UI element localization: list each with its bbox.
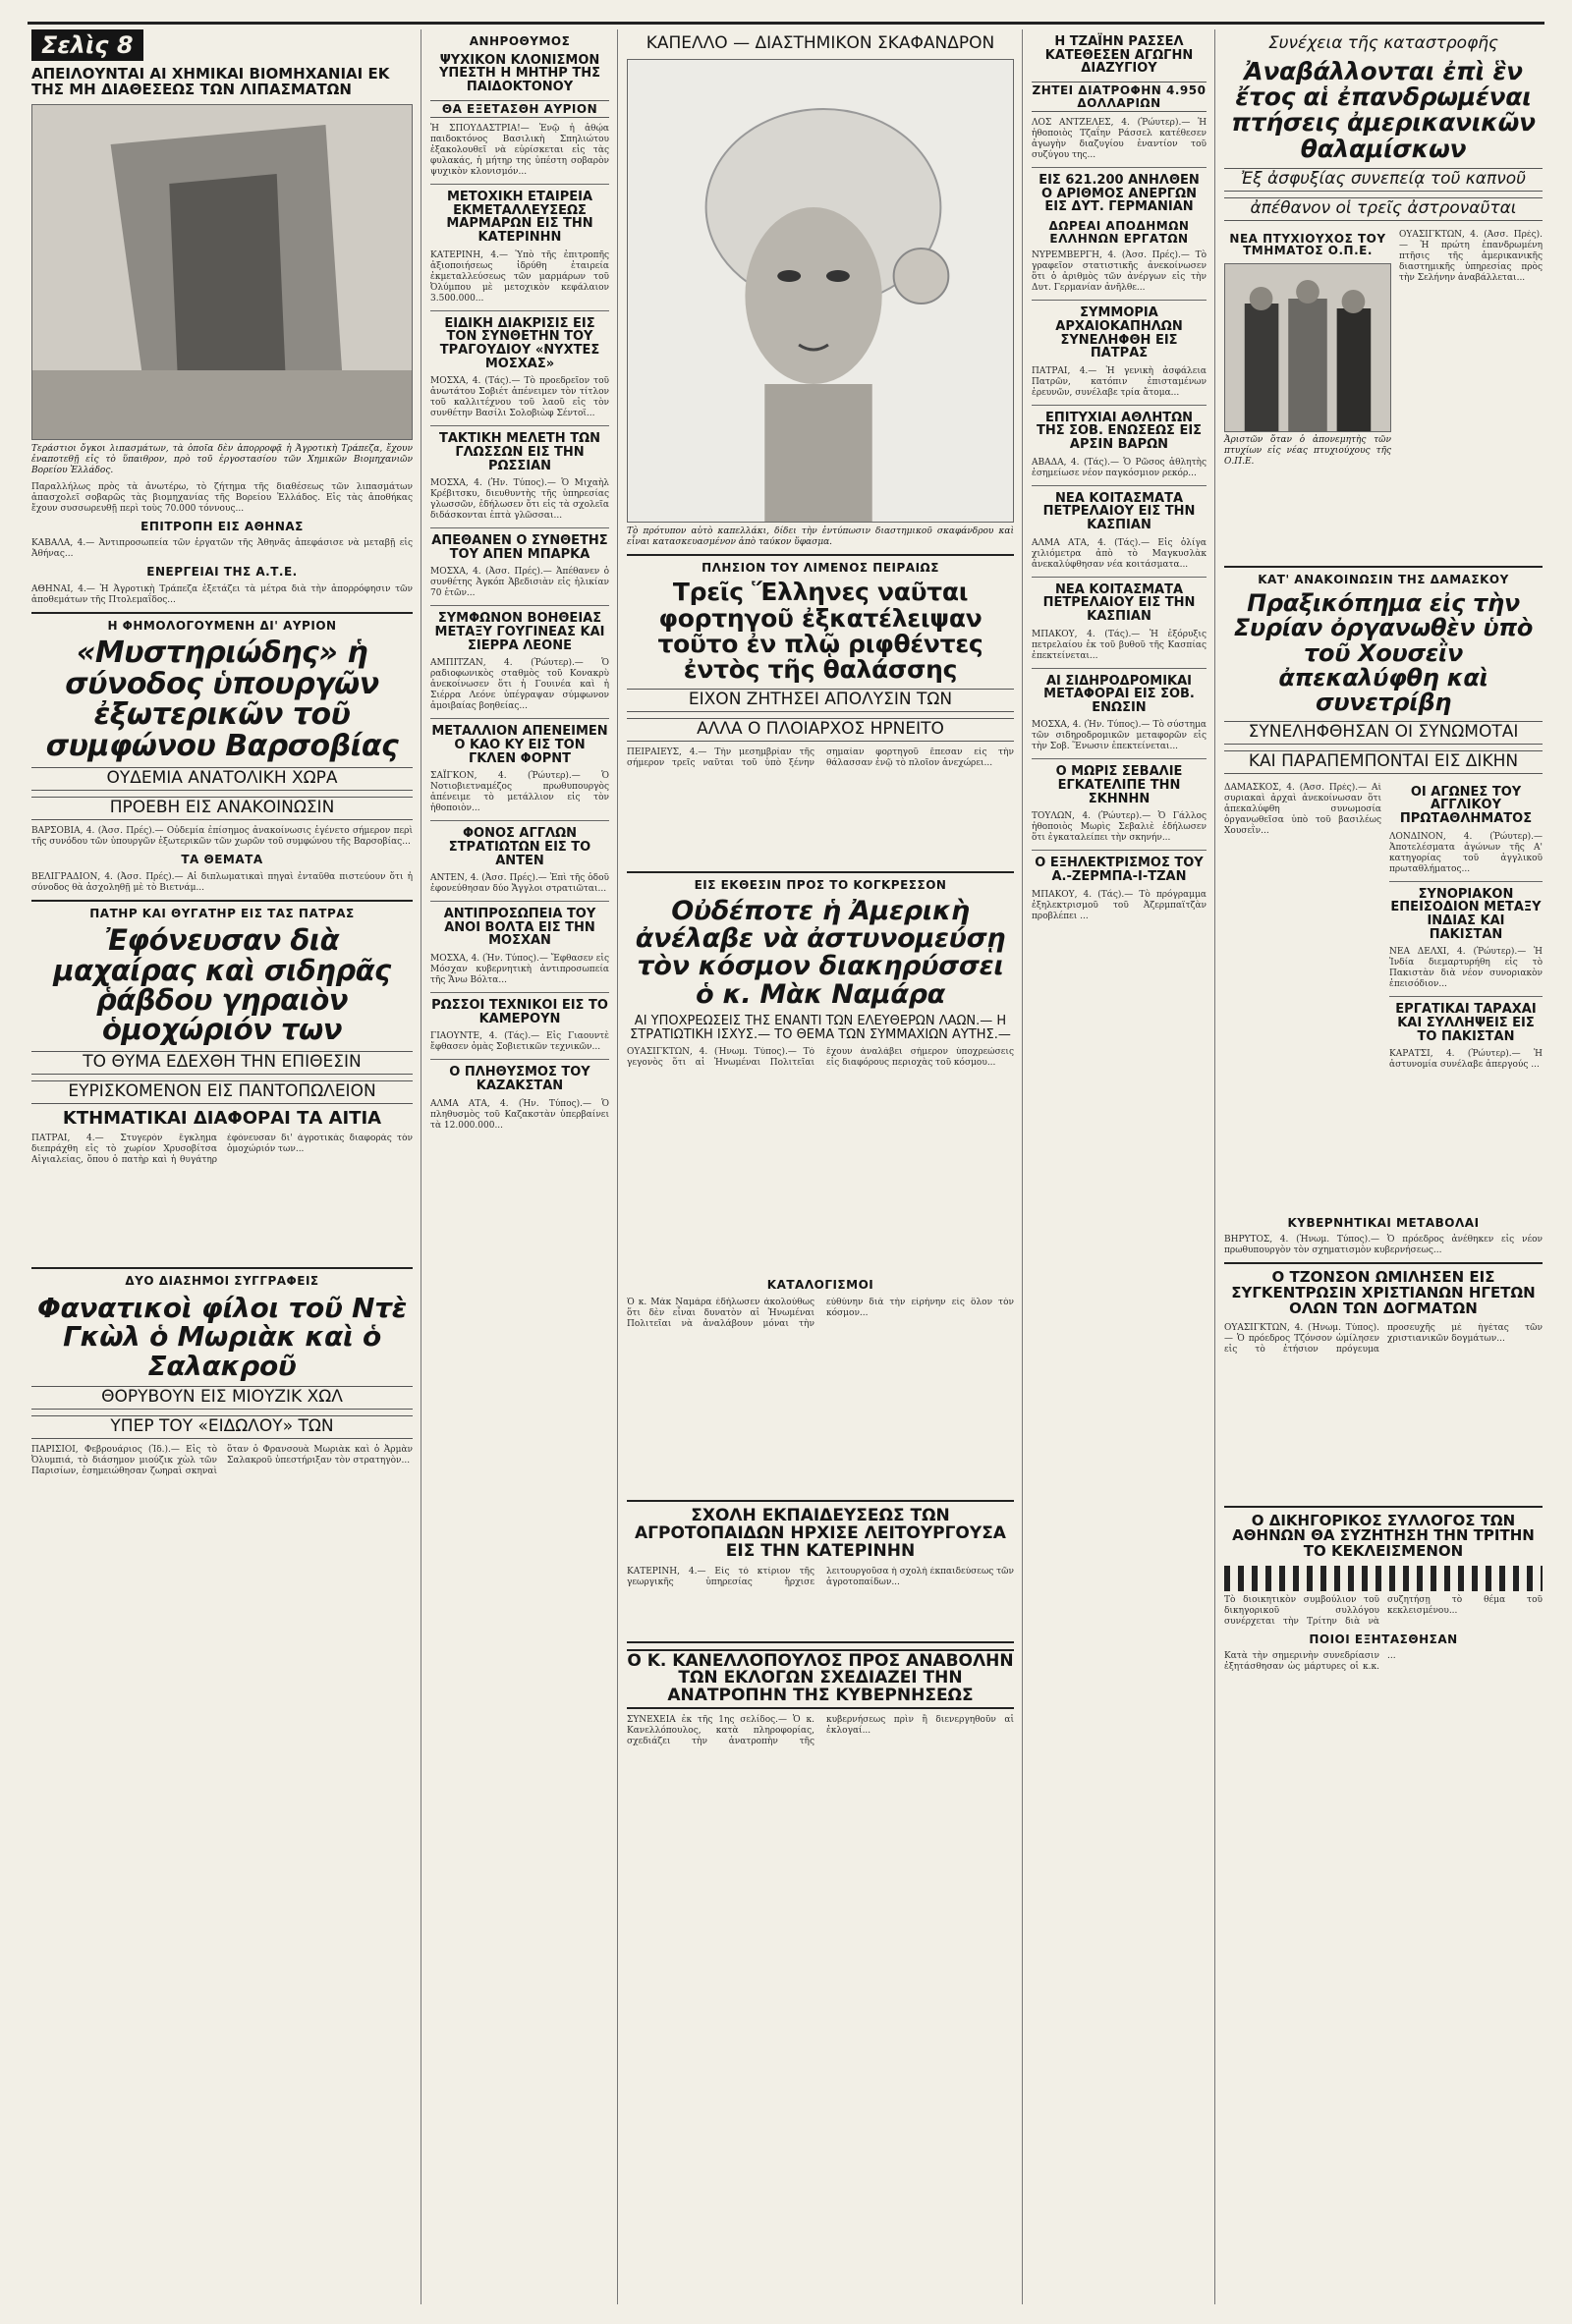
- subhead: ΚΥΒΕΡΝΗΤΙΚΑΙ ΜΕΤΑΒΟΛΑΙ: [1287, 1215, 1480, 1230]
- photo-space-helmet-hat: [627, 59, 1014, 523]
- headline: ΝΕΑ ΚΟΙΤΑΣΜΑΤΑ ΠΕΤΡΕΛΑΙΟΥ ΕΙΣ ΤΗΝ ΚΑΣΠΙΑΝ: [1042, 490, 1196, 532]
- column-5: [1026, 29, 1212, 2304]
- top-rule: [28, 22, 1544, 25]
- subheadline: ΖΗΤΕΙ ΔΙΑΤΡΟΦΗΝ 4.950 ΔΟΛΛΑΡΙΩΝ: [1032, 82, 1207, 112]
- headline: ΜΕΤΟΧΙΚΗ ΕΤΑΙΡΕΙΑ ΕΚΜΕΤΑΛΛΕΥΣΕΩΣ ΜΑΡΜΑΡΩΝ ΕΙΣ ΤΗΝ ΚΑΤΕΡΙΝΗΝ: [446, 190, 593, 246]
- headline: Ο ΜΩΡΙΣ ΣΕΒΑΛΙΕ ΕΓΚΑΤΕΛΙΠΕ ΤΗΝ ΣΚΗΝΗΝ: [1055, 764, 1183, 806]
- article-text: ΚΑΤΕΡΙΝΗ, 4.— Ὑπὸ τῆς ἐπιτροπῆς ἀξιοποιήσεως ἱδρύθη ἑταιρεία ἐκμεταλλεύσεως τῶν μαρμάρων τοῦ Ὀλύμπου μὲ μετοχικὸν κεφάλαιον 3.500.000...: [430, 249, 609, 304]
- article-text: ΒΑΡΣΟΒΙΑ, 4. (Ἀσσ. Πρές).— Οὐδεμία ἐπίσημος ἀνακοίνωσις ἐγένετο σήμερον περὶ τῆς συνόδου τῶν ὑπουργῶν ἐξωτερικῶν τῶν χωρῶν τοῦ συμφώνου τῆς Βαρσοβίας...: [31, 825, 413, 847]
- headline: ΦΟΝΟΣ ΑΓΓΛΩΝ ΣΤΡΑΤΙΩΤΩΝ ΕΙΣ ΤΟ ΑΝΤΕΝ: [448, 826, 591, 868]
- photo-caption: Ἀριστῶν ὅταν ὁ ἀπονεμητὴς τῶν πτυχίων εἰς νέας πτυχιούχους τῆς Ο.Π.Ε.: [1224, 434, 1391, 467]
- headline-de-gaulle-fans: Φανατικοὶ φίλοι τοῦ Ντὲ Γκὼλ ὁ Μωριὰκ καὶ ὁ Σαλακροῦ: [36, 1292, 408, 1382]
- headline: ΑΝΤΙΠΡΟΣΩΠΕΙΑ ΤΟΥ ΑΝΟΙ ΒΟΛΤΑ ΕΙΣ ΤΗΝ ΜΟΣΧΑΝ: [443, 907, 596, 949]
- subheadline: ΣΥΝΕΛΗΦΘΗΣΑΝ ΟΙ ΣΥΝΩΜΟΤΑΙ: [1224, 721, 1543, 745]
- headline: ΕΠΙΤΥΧΙΑΙ ΑΘΛΗΤΩΝ ΤΗΣ ΣΟΒ. ΕΝΩΣΕΩΣ ΕΙΣ ΑΡΣΙΝ ΒΑΡΩΝ: [1036, 410, 1203, 453]
- subheadline: ΚΤΗΜΑΤΙΚΑΙ ΔΙΑΦΟΡΑΙ ΤΑ ΑΙΤΙΑ: [62, 1107, 382, 1129]
- article-text: ΜΟΣΧΑ, 4. (Ἀσσ. Πρές).— Ἀπέθανεν ὁ συνθέτης Ἀγκόπ Ἀβεδισιὰν εἰς ἡλικίαν 70 ἐτῶν...: [430, 567, 609, 599]
- headline: ΟΙ ΑΓΩΝΕΣ ΤΟΥ ΑΓΓΛΙΚΟΥ ΠΡΩΤΑΘΛΗΜΑΤΟΣ: [1399, 784, 1533, 827]
- subheadline: ΤΟ ΘΥΜΑ ΕΔΕΧΘΗ ΤΗΝ ΕΠΙΘΕΣΙΝ: [31, 1051, 413, 1075]
- article-text: ΑΒΑΔΑ, 4. (Τάς).— Ὁ Ρῶσος ἀθλητὴς ἐσημείωσε νέον παγκόσμιον ρεκόρ...: [1032, 457, 1207, 478]
- subheadline: ἀπέθανον οἱ τρεῖς ἀστροναῦται: [1224, 197, 1543, 221]
- article-text: ΠΑΤΡΑΙ, 4.— Στυγερὸν ἔγκλημα διεπράχθη εἰς τὸ χωρίον Χρυσοβίτσα Αἰγιαλείας, ὅπου ὁ πατὴρ καὶ ἡ θυγάτηρ ἐφόνευσαν δι' ἀγροτικὰς διαφορὰς τὸν ὁμοχώριόν των...: [31, 1134, 413, 1166]
- article-text: ΟΥΑΣΙΓΚΤΩΝ, 4. (Ἡνωμ. Τύπος).— Ὁ πρόεδρος Τζόνσον ὡμίλησεν εἰς τὸ ἐτήσιον πρόγευμα προσευχῆς μὲ ἡγέτας τῶν χριστιανικῶν δογμάτων...: [1224, 1322, 1543, 1355]
- page-number-masthead: Σελὶς 8: [31, 29, 143, 61]
- article-text: ΔΑΜΑΣΚΟΣ, 4. (Ἀσσ. Πρές).— Αἱ συριακαὶ ἀρχαὶ ἀνεκοίνωσαν ὅτι ἀπεκαλύφθη συνωμοσία ὀργανωθεῖσα ὑπὸ τοῦ βασιλέως Χουσεῒν...: [1224, 782, 1381, 836]
- photo-illustration: [1225, 264, 1390, 431]
- article-text: ΜΟΣΧΑ, 4. (Ἡν. Τύπος).— Τὸ σύστημα τῶν σιδηροδρομικῶν μεταφορῶν εἰς τὴν Σοβ. Ἕνωσιν ἐπεκτείνεται...: [1032, 720, 1207, 752]
- kicker: ΔΥΟ ΔΙΑΣΗΜΟΙ ΣΥΓΓΡΑΦΕΙΣ: [125, 1274, 319, 1289]
- headline: ΤΑΚΤΙΚΗ ΜΕΛΕΤΗ ΤΩΝ ΓΛΩΣΣΩΝ ΕΙΣ ΤΗΝ ΡΩΣΣΙΑΝ: [438, 431, 601, 473]
- article-text: ΑΛΜΑ ΑΤΑ, 4. (Ἡν. Τύπος).— Ὁ πληθυσμὸς τοῦ Καζακστὰν ὑπερβαίνει τὰ 12.000.000...: [430, 1098, 609, 1131]
- subheadline: ΑΙ ΥΠΟΧΡΕΩΣΕΙΣ ΤΗΣ ΕΝΑΝΤΙ ΤΩΝ ΕΛΕΥΘΕΡΩΝ ΛΑΩΝ.— Η ΣΤΡΑΤΙΩΤΙΚΗ ΙΣΧΥΣ.— ΤΟ ΘΕΜΑ ΤΩΝ ΣΥΜΜΑΧΙΩΝ ΑΥΤΗΣ.—: [630, 1014, 1011, 1042]
- headline: ΣΥΝΟΡΙΑΚΟΝ ΕΠΕΙΣΟΔΙΟΝ ΜΕΤΑΞΥ ΙΝΔΙΑΣ ΚΑΙ ΠΑΚΙΣΤΑΝ: [1390, 886, 1542, 942]
- article-text: ΚΑΒΑΛΑ, 4.— Ἀντιπροσωπεία τῶν ἐργατῶν τῆς Ἀθηνᾶς ἀπεφάσισε νὰ μεταβῇ εἰς Ἀθήνας...: [31, 538, 413, 560]
- kicker: ΠΛΗΣΙΟΝ ΤΟΥ ΛΙΜΕΝΟΣ ΠΕΙΡΑΙΩΣ: [702, 560, 939, 575]
- headline-agricultural-school: ΣΧΟΛΗ ΕΚΠΑΙΔΕΥΣΕΩΣ ΤΩΝ ΑΓΡΟΤΟΠΑΙΔΩΝ ΗΡΧΙΣΕ ΛΕΙΤΟΥΡΓΟΥΣΑ ΕΙΣ ΤΗΝ ΚΑΤΕΡΙΝΗΝ: [635, 1505, 1006, 1561]
- article-text: ΑΜΠΙΤΖΑΝ, 4. (Ῥώυτερ).— Ὁ ραδιοφωνικὸς σταθμὸς τοῦ Κονακρὺ ἀνεκοίνωσεν ὅτι ἡ Γουινέα καὶ ἡ Σιέρρα Λεόνε ὑπέγραψαν σύμφωνον ἀμοιβαίας βοηθείας...: [430, 658, 609, 712]
- kicker: ΕΙΣ ΕΚΘΕΣΙΝ ΠΡΟΣ ΤΟ ΚΟΓΚΡΕΣΣΟΝ: [694, 878, 947, 893]
- headline-patras-murder: Ἐφόνευσαν διὰ μαχαίρας καὶ σιδηρᾶς ῥάβδου γηραιὸν ὁμοχώριόν των: [53, 923, 391, 1047]
- kicker: Η ΦΗΜΟΛΟΓΟΥΜΕΝΗ ΔΙ' ΑΥΡΙΟΝ: [107, 618, 337, 633]
- headline-chemical-industries: ΑΠΕΙΛΟΥΝΤΑΙ ΑΙ ΧΗΜΙΚΑΙ ΒΙΟΜΗΧΑΝΙΑΙ ΕΚ ΤΗΣ ΜΗ ΔΙΑΘΕΣΕΩΣ ΤΩΝ ΛΙΠΑΣΜΑΤΩΝ: [31, 65, 390, 98]
- subheadline: ΚΑΙ ΠΑΡΑΠΕΜΠΟΝΤΑΙ ΕΙΣ ΔΙΚΗΝ: [1224, 750, 1543, 774]
- headline-mcnamara: Οὐδέποτε ἡ Ἀμερικὴ ἀνέλαβε νὰ ἀστυνομεύσῃ τὸν κόσμον διακηρύσσει ὁ κ. Μὰκ Ναμάρα: [635, 895, 1006, 1010]
- headline: Ο ΠΛΗΘΥΣΜΟΣ ΤΟΥ ΚΑΖΑΚΣΤΑΝ: [449, 1065, 590, 1094]
- article-text: ΒΕΛΙΓΡΑΔΙΟΝ, 4. (Ἀσσ. Πρές).— Αἱ διπλωματικαὶ πηγαὶ ἐνταῦθα πιστεύουν ὅτι ἡ σύνοδος θὰ ἀσχοληθῇ μὲ τὸ Βιετνάμ...: [31, 871, 413, 893]
- photo-caption: Τὸ πρότυπον αὐτὸ καπελλάκι, δίδει τὴν ἐντύπωσιν διαστημικοῦ σκαφάνδρου καὶ εἶναι κατασκευασμένον ἀπὸ ταύκον ὕφασμα.: [627, 526, 1014, 547]
- headline: ΑΙ ΣΙΔΗΡΟΔΡΟΜΙΚΑΙ ΜΕΤΑΦΟΡΑΙ ΕΙΣ ΣΟΒ. ΕΝΩΣΙΝ: [1043, 673, 1195, 715]
- headline: Ο ΕΞΗΛΕΚΤΡΙΣΜΟΣ ΤΟΥ Α.-ΖΕΡΜΠΑ-Ι-ΤΖΑΝ: [1035, 856, 1204, 885]
- article-text: Ὁ κ. Μὰκ Ναμάρα ἐδήλωσεν ἀκολούθως ὅτι δὲν εἶναι δυνατὸν αἱ Ἡνωμέναι Πολιτεῖαι νὰ ἀναλάβουν μόναι τὴν εὐθύνην διὰ τὴν εἰρήνην εἰς ὅλον τὸν κόσμον...: [627, 1297, 1014, 1329]
- kicker: ΚΑΤ' ΑΝΑΚΟΙΝΩΣΙΝ ΤΗΣ ΔΑΜΑΣΚΟΥ: [1258, 572, 1509, 586]
- photo-graduates: [1224, 263, 1391, 432]
- article-text: ΣΥΝΕΧΕΙΑ ἐκ τῆς 1ης σελίδος.— Ὁ κ. Κανελλόπουλος, κατὰ πληροφορίας, σχεδιάζει τὴν ἀνατροπὴν τῆς κυβερνήσεως πρὶν ἢ διενεργηθοῦν αἱ ἐκλογαί...: [627, 1715, 1014, 1747]
- headline-jane-russell: Η ΤΖΑΪΗΝ ΡΑΣΣΕΛ ΚΑΤΕΘΕΣΕΝ ΑΓΩΓΗΝ ΔΙΑΖΥΓΙΟΥ: [1044, 34, 1194, 77]
- headline: ΣΥΜΜΟΡΙΑ ΑΡΧΑΙΟΚΑΠΗΛΩΝ ΣΥΝΕΛΗΦΘΗ ΕΙΣ ΠΑΤΡΑΣ: [1055, 305, 1183, 361]
- photo-illustration: [628, 60, 1013, 522]
- column-1: [26, 29, 419, 2304]
- headline: ΕΙΣ 621.200 ΑΝΗΛΘΕΝ Ο ΑΡΙΘΜΟΣ ΑΝΕΡΓΩΝ ΕΙΣ ΔΥΤ. ΓΕΡΜΑΝΙΑΝ: [1039, 173, 1200, 215]
- subheadline: ΘΟΡΥΒΟΥΝ ΕΙΣ ΜΙΟΥΖΙΚ ΧΩΛ: [31, 1386, 413, 1410]
- article-text: ΜΠΑΚΟΥ, 4. (Τάς).— Τὸ πρόγραμμα ἐξηλεκτρισμοῦ τοῦ Ἀζερμπαϊτζὰν προβλέπει ...: [1032, 889, 1207, 921]
- article-text: Παραλλήλως πρὸς τὰ ἀνωτέρω, τὸ ζήτημα τῆς διαθέσεως τῶν λιπασμάτων ἀπασχολεῖ σοβαρῶς τὰς βιομηχανίας τῆς Βορείου Ἑλλάδος. Εἰς τὰς ἀποθήκας ἔχουν συσσωρευθῇ περὶ τοὺς 70.000 τόννους...: [31, 481, 413, 514]
- headline-johnson-christian-leaders: Ο ΤΖΟΝΣΟΝ ΩΜΙΛΗΣΕΝ ΕΙΣ ΣΥΓΚΕΝΤΡΩΣΙΝ ΧΡΙΣΤΙΑΝΩΝ ΗΓΕΤΩΝ ΟΛΩΝ ΤΩΝ ΔΟΓΜΑΤΩΝ: [1231, 1268, 1536, 1317]
- article-text: ΠΕΙΡΑΙΕΥΣ, 4.— Τὴν μεσημβρίαν τῆς σήμερον τρεῖς ναῦται τοῦ ὑπὸ ξένην σημαίαν φορτηγοῦ ἔπεσαν εἰς τὴν θάλασσαν ἐνῷ τὸ πλοῖον ἀνεχώρει...: [627, 747, 1014, 769]
- article-text: ΟΥΑΣΙΓΚΤΩΝ, 4. (Ἀσσ. Πρές).— Ἡ πρώτη ἐπανδρωμένη πτῆσις τῆς ἀμερικανικῆς διαστημικῆς ὑπηρεσίας πρὸς τὴν Σελήνην ἀναβάλλεται...: [1399, 229, 1543, 283]
- column-divider: [1022, 29, 1023, 2304]
- article-text: ΜΟΣΧΑ, 4. (Τάς).— Τὸ προεδρεῖον τοῦ ἀνωτάτου Σοβιέτ ἀπένειμεν τὸν τίτλον τοῦ καλλιτέχνου τοῦ λαοῦ εἰς τὸν συνθέτην Βασίλι Σολοβιὼφ Σέντοϊ...: [430, 376, 609, 419]
- subhead: ΠΟΙΟΙ ΕΞΗΤΑΣΘΗΣΑΝ: [1309, 1632, 1458, 1646]
- photo-caption: Τεράστιοι ὄγκοι λιπασμάτων, τὰ ὁποῖα δὲν ἀπορροφᾷ ἡ Ἀγροτικὴ Τράπεζα, ἔχουν ἐναποτεθῇ εἰς τὸ ὕπαιθρον, πρὸ τοῦ ἐργοστασίου τῶν Χημικῶν Βιομηχανιῶν Βορείου Ἑλλάδος.: [31, 443, 413, 475]
- subheadline: ΔΩΡΕΑΙ ΑΠΟΔΗΜΩΝ ΕΛΛΗΝΩΝ ΕΡΓΑΤΩΝ: [1048, 219, 1190, 246]
- article-text: ΑΛΜΑ ΑΤΑ, 4. (Τάς).— Εἰς ὀλίγα χιλιόμετρα ἀπὸ τὸ Μαγκυσλὰκ ἀνεκαλύφθησαν νέα κοιτάσματα...: [1032, 537, 1207, 570]
- headline-athens-bar-association: Ο ΔΙΚΗΓΟΡΙΚΟΣ ΣΥΛΛΟΓΟΣ ΤΩΝ ΑΘΗΝΩΝ ΘΑ ΣΥΖΗΤΗΣΗ ΤΗΝ ΤΡΙΤΗΝ ΤΟ ΚΕΚΛΕΙΣΜΕΝΟΝ: [1232, 1511, 1535, 1561]
- subheadline: ΕΥΡΙΣΚΟΜΕΝΟΝ ΕΙΣ ΠΑΝΤΟΠΩΛΕΙΟΝ: [31, 1080, 413, 1104]
- headline: ΕΙΔΙΚΗ ΔΙΑΚΡΙΣΙΣ ΕΙΣ ΤΟΝ ΣΥΝΘΕΤΗΝ ΤΟΥ ΤΡΑΓΟΥΔΙΟΥ «ΝΥΧΤΕΣ ΜΟΣΧΑΣ»: [439, 315, 600, 371]
- photo-headline: ΚΑΠΕΛΛΟ — ΔΙΑΣΤΗΜΙΚΟΝ ΣΚΑΦΑΝΔΡΟΝ: [646, 33, 995, 53]
- subhead: ΚΑΤΑΛΟΓΙΣΜΟΙ: [766, 1278, 874, 1293]
- subheadline: ΥΠΕΡ ΤΟΥ «ΕΙΔΩΛΟΥ» ΤΩΝ: [31, 1415, 413, 1439]
- article-text: ΛΟΣ ΑΝΤΖΕΛΕΣ, 4. (Ῥώυτερ).— Ἡ ἠθοποιὸς Τζαΐην Ράσσελ κατέθεσεν ἀγωγὴν διαζυγίου ἐναντίον τοῦ συζύγου της...: [1032, 118, 1207, 161]
- headline-warsaw-pact: «Μυστηριώδης» ἡ σύνοδος ὑπουργῶν ἐξωτερικῶν τοῦ συμφώνου Βαρσοβίας: [45, 636, 399, 763]
- headline-sailors: Τρεῖς Ἕλληνες ναῦται φορτηγοῦ ἐξκατέλειψαν τοῦτο ἐν πλῷ ριφθέντες ἐντὸς τῆς θαλάσσης: [657, 578, 983, 685]
- headline: ΝΕΑ ΚΟΙΤΑΣΜΑΤΑ ΠΕΤΡΕΛΑΙΟΥ ΕΙΣ ΤΗΝ ΚΑΣΠΙΑΝ: [1042, 581, 1196, 624]
- decorative-wave-banner: [1224, 1566, 1543, 1591]
- headline: ΑΠΕΘΑΝΕΝ Ο ΣΥΝΘΕΤΗΣ ΤΟΥ ΑΠΕΝ ΜΠΑΡΚΑ: [431, 533, 608, 562]
- article-text: ΜΟΣΧΑ, 4. (Ἡν. Τύπος).— Ἔφθασεν εἰς Μόσχαν κυβερνητικὴ ἀντιπροσωπεία τῆς Ἄνω Βόλτα...: [430, 954, 609, 986]
- subhead: ΕΝΕΡΓΕΙΑΙ ΤΗΣ Α.Τ.Ε.: [146, 565, 298, 580]
- article-text: Τὸ διοικητικὸν συμβούλιον τοῦ δικηγορικοῦ συλλόγου συνέρχεται τὴν Τρίτην διὰ νὰ συζητήσῃ τὸ θέμα τοῦ κεκλεισμένου...: [1224, 1594, 1543, 1627]
- photo-fertilizer-stockpile: [31, 104, 413, 440]
- article-text: ΚΑΤΕΡΙΝΗ, 4.— Εἰς τὸ κτίριον τῆς γεωργικῆς ὑπηρεσίας ἤρχισε λειτουργοῦσα ἡ σχολὴ ἐκπαιδεύσεως τῶν ἀγροτοπαίδων...: [627, 1566, 1014, 1587]
- article-text: ΚΑΡΑΤΣΙ, 4. (Ῥώυτερ).— Ἡ ἀστυνομία συνέλαβε ἀπεργούς ...: [1389, 1049, 1543, 1071]
- article-text: ΟΥΑΣΙΓΚΤΩΝ, 4. (Ἡνωμ. Τύπος).— Τὸ γεγονὸς ὅτι αἱ Ἡνωμέναι Πολιτεῖαι ἔχουν ἀναλάβει σήμερον ὑποχρεώσεις εἰς διαφόρους περιοχὰς τοῦ κόσμου...: [627, 1047, 1014, 1069]
- kicker: Συνέχεια τῆς καταστροφῆς: [1267, 33, 1499, 53]
- article-text: ΝΥΡΕΜΒΕΡΓΗ, 4. (Ἀσσ. Πρές).— Τὸ γραφεῖον στατιστικῆς ἀνεκοίνωσεν ὅτι ὁ ἀριθμὸς τῶν ἀνέργων εἰς τὴν Δυτ. Γερμανίαν ἀνῆλθε...: [1032, 250, 1207, 294]
- headline-mother-breakdown: ΨΥΧΙΚΟΝ ΚΛΟΝΙΣΜΟΝ ΥΠΕΣΤΗ Η ΜΗΤΗΡ ΤΗΣ ΠΑΙΔΟΚΤΟΝΟΥ: [439, 52, 600, 94]
- article-text: ΠΑΤΡΑΙ, 4.— Ἡ γενικὴ ἀσφάλεια Πατρῶν, κατόπιν ἐπισταμένων ἐρευνῶν, συνέλαβε τρία ἄτομα...: [1032, 365, 1207, 398]
- headline-syria-coup: Πραξικόπημα εἰς τὴν Συρίαν ὀργανωθὲν ὑπὸ τοῦ Χουσεῒν ἀπεκαλύφθη καὶ συνετρίβη: [1233, 589, 1534, 716]
- article-text: Κατὰ τὴν σημερινὴν συνεδρίασιν ἐξητάσθησαν ὡς μάρτυρες οἱ κ.κ. ...: [1224, 1651, 1396, 1673]
- article-text: ΜΟΣΧΑ, 4. (Ἡν. Τύπος).— Ὁ Μιχαὴλ Κρέβιτσκυ, διευθυντὴς τῆς ὑπηρεσίας γλωσσῶν, ἐδήλωσεν ὅτι εἰς τὰ σχολεῖα διδάσκονται ἑπτὰ γλῶσσαι...: [430, 478, 609, 522]
- article-text: ΓΙΑΟΥΝΤΕ, 4. (Τάς).— Εἰς Γιαουντὲ ἔφθασεν ὁμὰς Σοβιετικῶν τεχνικῶν...: [430, 1031, 609, 1053]
- headline: ΜΕΤΑΛΛΙΟΝ ΑΠΕΝΕΙΜΕΝ Ο ΚΑΟ ΚΥ ΕΙΣ ΤΟΝ ΓΚΛΕΝ ΦΟΡΝΤ: [431, 724, 608, 766]
- subheadline: ΕΙΧΟΝ ΖΗΤΗΣΕΙ ΑΠΟΛΥΣΙΝ ΤΩΝ: [627, 689, 1014, 712]
- headline: ΣΥΜΦΩΝΟΝ ΒΟΗΘΕΙΑΣ ΜΕΤΑΞΥ ΓΟΥΓΙΝΕΑΣ ΚΑΙ ΣΙΕΡΡΑ ΛΕΟΝΕ: [434, 611, 605, 653]
- column-divider: [1214, 29, 1215, 2304]
- article-text: ΝΕΑ ΔΕΛΧΙ, 4. (Ῥώυτερ).— Ἡ Ἰνδία διεμαρτυρήθη εἰς τὸ Πακιστὰν διὰ νέον συνοριακὸν ἐπεισόδιον...: [1389, 947, 1543, 990]
- article-text: ΛΟΝΔΙΝΟΝ, 4. (Ῥώυτερ).— Ἀποτελέσματα ἀγώνων τῆς Α' κατηγορίας τοῦ ἀγγλικοῦ πρωταθλήματος...: [1389, 831, 1543, 874]
- photo-headline: ΝΕΑ ΠΤΥΧΙΟΥΧΟΣ ΤΟΥ ΤΜΗΜΑΤΟΣ Ο.Π.Ε.: [1229, 231, 1386, 258]
- subheadline: Ἐξ ἀσφυξίας συνεπείᾳ τοῦ καπνοῦ: [1224, 168, 1543, 192]
- headline: ΕΡΓΑΤΙΚΑΙ ΤΑΡΑΧΑΙ ΚΑΙ ΣΥΛΛΗΨΕΙΣ ΕΙΣ ΤΟ ΠΑΚΙΣΤΑΝ: [1395, 1002, 1537, 1044]
- article-text: Ἡ ΣΠΟΥΔΑΣΤΡΙΑ!— Ἐνῷ ἡ ἀθῴα παιδοκτόνος Βασιλικὴ Σπηλιώτου ἐξακολουθεῖ νὰ εὑρίσκεται εἰς τὰς φυλακάς, ἡ μήτηρ της ὑπέστη σοβαρὸν ψυχικὸν κλονισμόν...: [430, 124, 609, 178]
- article-text: ΠΑΡΙΣΙΟΙ, Φεβρουάριος (Ἰδ.).— Εἰς τὸ Ὀλυμπιά, τὸ διάσημον μιούζικ χὼλ τῶν Παρισίων, ἐσημειώθησαν ζωηραὶ σκηναὶ ὅταν ὁ Φρανσουὰ Μωριὰκ καὶ ὁ Ἀρμὰν Σαλακροῦ ὑπεστήριξαν τὸν στρατηγὸν...: [31, 1444, 413, 1476]
- subheadline: ΘΑ ΕΞΕΤΑΣΘΗ ΑΥΡΙΟΝ: [430, 100, 609, 119]
- article-text: ΣΑΪΓΚΟΝ, 4. (Ῥώυτερ).— Ὁ Νοτιοβιετναμέζος πρωθυπουργὸς ἀπένειμε τὸ μετάλλιον εἰς τὸν ἠθοποιὸν...: [430, 771, 609, 814]
- column-divider: [617, 29, 618, 2304]
- article-text: ΑΘΗΝΑΙ, 4.— Ἡ Ἀγροτικὴ Τράπεζα ἐξετάζει τὰ μέτρα διὰ τὴν ἀπορρόφησιν τῶν ἀποθεμάτων τῆς Πτολεμαΐδος...: [31, 583, 413, 605]
- kicker: ΑΝΗΡΟΘΥΜΟΣ: [469, 34, 571, 48]
- article-text: ΑΝΤΕΝ, 4. (Ἀσσ. Πρές).— Ἐπὶ τῆς ὁδοῦ ἐφονεύθησαν δύο Ἄγγλοι στρατιῶται...: [430, 873, 609, 895]
- article-text: ΒΗΡΥΤΟΣ, 4. (Ἡνωμ. Τύπος).— Ὁ πρόεδρος ἀνέθηκεν εἰς νέον πρωθυπουργὸν τὸν σχηματισμὸν κυβερνήσεως...: [1224, 1235, 1543, 1256]
- article-text: ΜΠΑΚΟΥ, 4. (Τάς).— Ἡ ἐξόρυξις πετρελαίου ἐκ τοῦ βυθοῦ τῆς Κασπίας ἐπεκτείνεται...: [1032, 629, 1207, 661]
- column-2: [424, 29, 615, 2304]
- column-6: [1218, 29, 1548, 2304]
- article-text: ΤΟΥΛΩΝ, 4. (Ῥώυτερ).— Ὁ Γάλλος ἠθοποιὸς Μωρὶς Σεβαλιὲ ἐδήλωσεν ὅτι ἐγκαταλείπει τὴν σκηνήν...: [1032, 811, 1207, 844]
- subhead: ΤΑ ΘΕΜΑΤΑ: [181, 852, 263, 866]
- photo-illustration: [32, 105, 412, 439]
- headline-kanellopoulos: Ο Κ. ΚΑΝΕΛΛΟΠΟΥΛΟΣ ΠΡΟΣ ΑΝΑΒΟΛΗΝ ΤΩΝ ΕΚΛΟΓΩΝ ΣΧΕΔΙΑΖΕΙ ΤΗΝ ΑΝΑΤΡΟΠΗΝ ΤΗΣ ΚΥΒΕΡΝΗΣΕΩΣ: [627, 1649, 1014, 1710]
- headline: ΡΩΣΣΟΙ ΤΕΧΝΙΚΟΙ ΕΙΣ ΤΟ ΚΑΜΕΡΟΥΝ: [431, 998, 608, 1026]
- subheadline: ΟΥΔΕΜΙΑ ΑΝΑΤΟΛΙΚΗ ΧΩΡΑ: [31, 767, 413, 791]
- subheadline: ΠΡΟΕΒΗ ΕΙΣ ΑΝΑΚΟΙΝΩΣΙΝ: [31, 797, 413, 820]
- column-3-4: [621, 29, 1020, 2304]
- subheadline: ΑΛΛΑ Ο ΠΛΟΙΑΡΧΟΣ ΗΡΝΕΙΤΟ: [627, 718, 1014, 742]
- headline-apollo-postponed: Ἀναβάλλονται ἐπὶ ἓν ἔτος αἱ ἐπανδρωμέναι πτήσεις ἀμερικανικῶν θαλαμίσκων: [1231, 56, 1536, 163]
- kicker: ΠΑΤΗΡ ΚΑΙ ΘΥΓΑΤΗΡ ΕΙΣ ΤΑΣ ΠΑΤΡΑΣ: [89, 906, 355, 920]
- subhead: ΕΠΙΤΡΟΠΗ ΕΙΣ ΑΘΗΝΑΣ: [140, 519, 304, 533]
